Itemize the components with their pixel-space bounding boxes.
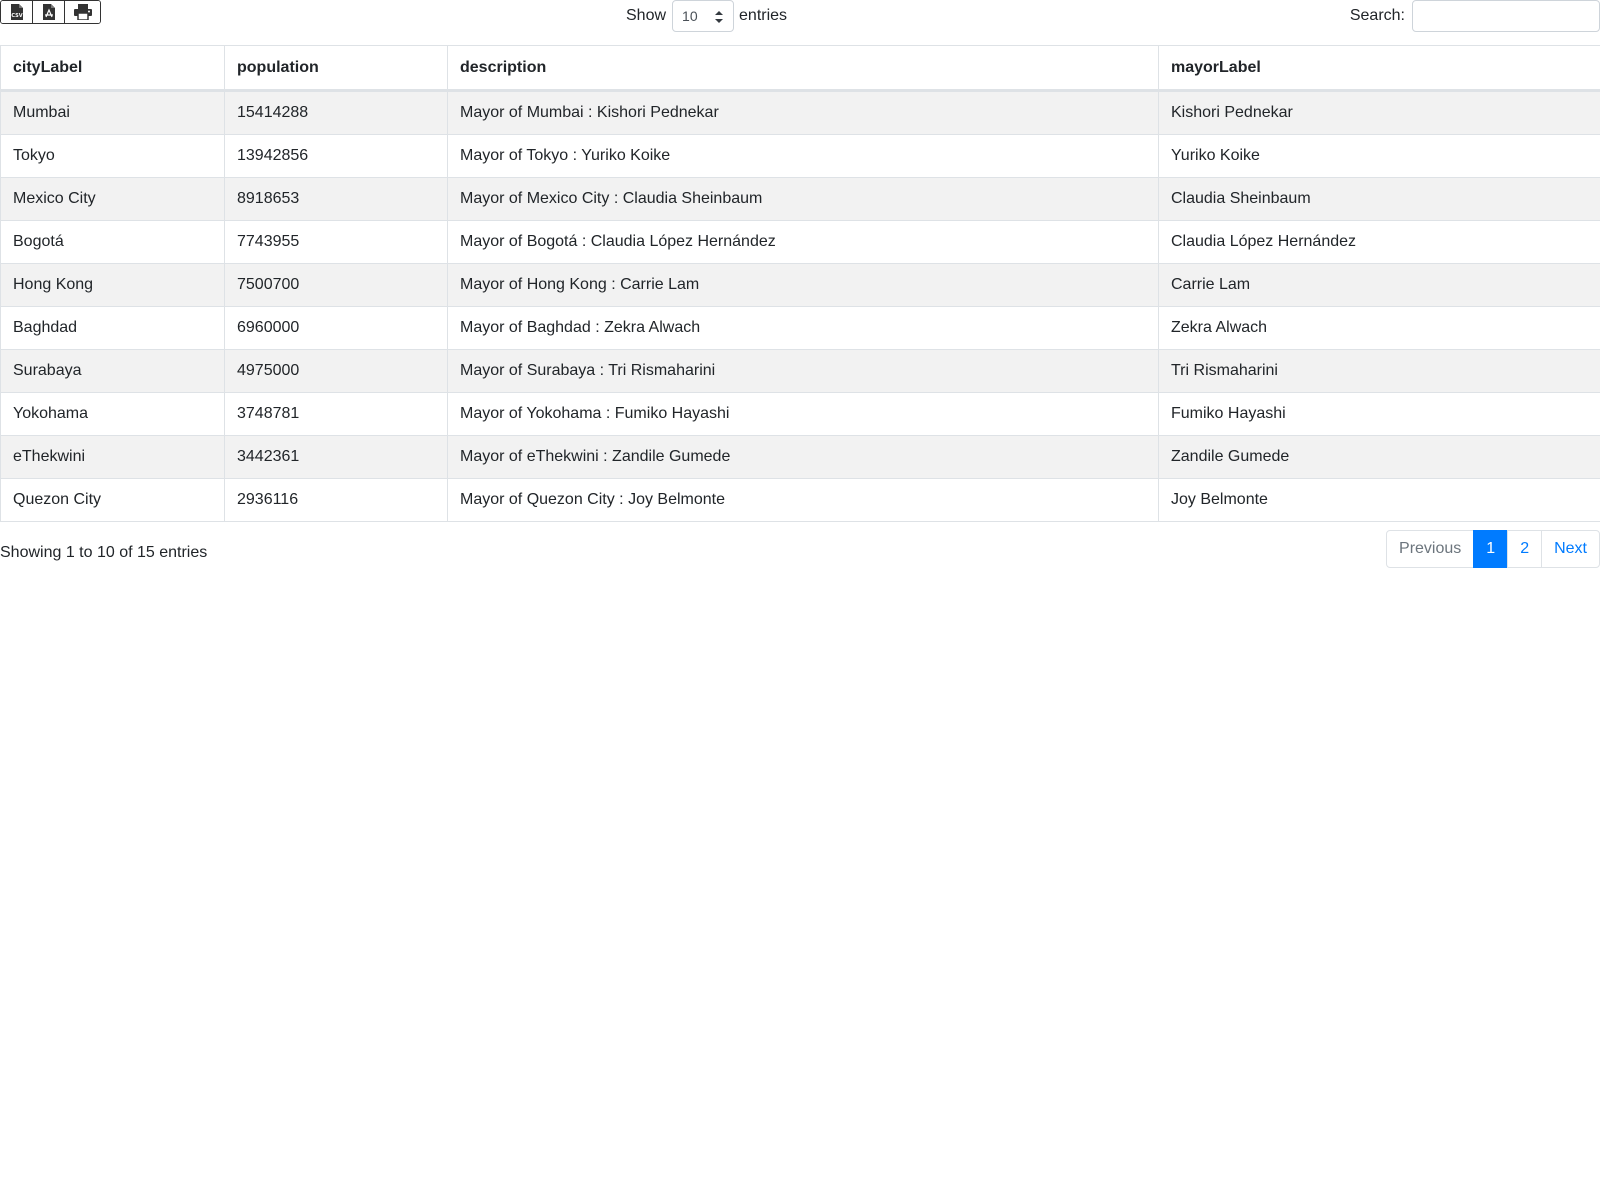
table-row: [1, 479, 1600, 522]
previous-page-button[interactable]: Previous: [1386, 530, 1474, 568]
cell-mayor: Tri Rismaharini: [1159, 350, 1600, 393]
column-header-description[interactable]: description: [448, 46, 1159, 91]
cell-mayor: Fumiko Hayashi: [1159, 393, 1600, 436]
cell-description: Mayor of Bogotá : Claudia López Hernández: [448, 221, 1159, 264]
cell-city: Yokohama: [1, 393, 225, 436]
table-row: [1, 264, 1600, 307]
pdf-file-icon: [42, 4, 56, 20]
cell-population: 4975000: [225, 350, 448, 393]
data-table: [0, 45, 1600, 522]
cell-population: 13942856: [225, 135, 448, 178]
cell-population: 6960000: [225, 307, 448, 350]
cell-population: 3748781: [225, 393, 448, 436]
cell-population: 7743955: [225, 221, 448, 264]
cell-city: Tokyo: [1, 135, 225, 178]
cell-city: Mexico City: [1, 178, 225, 221]
cell-mayor: Kishori Pednekar: [1159, 91, 1600, 135]
csv-file-icon: [10, 4, 24, 20]
csv-export-button[interactable]: [1, 1, 33, 23]
cell-population: 7500700: [225, 264, 448, 307]
table-row: [1, 221, 1600, 264]
cell-description: Mayor of Quezon City : Joy Belmonte: [448, 479, 1159, 522]
cell-description: Mayor of Surabaya : Tri Rismaharini: [448, 350, 1159, 393]
cell-mayor: Zandile Gumede: [1159, 436, 1600, 479]
column-header-population[interactable]: population: [225, 46, 448, 91]
cell-city: Bogotá: [1, 221, 225, 264]
cell-city: Baghdad: [1, 307, 225, 350]
table-row: [1, 135, 1600, 178]
cell-population: 2936116: [225, 479, 448, 522]
cell-description: Mayor of eThekwini : Zandile Gumede: [448, 436, 1159, 479]
table-row: [1, 350, 1600, 393]
table-row: [1, 307, 1600, 350]
page-1-button[interactable]: 1: [1473, 530, 1508, 568]
cell-description: Mayor of Mexico City : Claudia Sheinbaum: [448, 178, 1159, 221]
table-row: [1, 178, 1600, 221]
table-row: [1, 91, 1600, 135]
table-row: [1, 393, 1600, 436]
column-header-citylabel[interactable]: cityLabel: [1, 46, 225, 91]
cell-description: Mayor of Baghdad : Zekra Alwach: [448, 307, 1159, 350]
cell-description: Mayor of Tokyo : Yuriko Koike: [448, 135, 1159, 178]
cell-city: Quezon City: [1, 479, 225, 522]
cell-mayor: Claudia López Hernández: [1159, 221, 1600, 264]
cell-population: 8918653: [225, 178, 448, 221]
cell-city: Hong Kong: [1, 264, 225, 307]
cell-mayor: Yuriko Koike: [1159, 135, 1600, 178]
pagination: [1386, 530, 1600, 568]
page-length-select[interactable]: [672, 0, 734, 32]
pdf-export-button[interactable]: [33, 1, 65, 23]
cell-mayor: Carrie Lam: [1159, 264, 1600, 307]
search-input[interactable]: [1412, 0, 1600, 32]
next-page-button[interactable]: Next: [1541, 530, 1600, 568]
svg-text:CSV: CSV: [10, 13, 23, 19]
cell-mayor: Claudia Sheinbaum: [1159, 178, 1600, 221]
cell-city: Mumbai: [1, 91, 225, 135]
column-header-mayorlabel[interactable]: mayorLabel: [1159, 46, 1600, 91]
cell-mayor: Zekra Alwach: [1159, 307, 1600, 350]
length-prefix-label: Show: [626, 7, 667, 24]
cell-mayor: Joy Belmonte: [1159, 479, 1600, 522]
cell-description: Mayor of Yokohama : Fumiko Hayashi: [448, 393, 1159, 436]
search-label: Search:: [1349, 7, 1405, 24]
table-header-row: [1, 46, 1600, 91]
cell-city: Surabaya: [1, 350, 225, 393]
printer-icon: [74, 4, 92, 20]
cell-population: 3442361: [225, 436, 448, 479]
print-button[interactable]: [65, 1, 100, 23]
export-button-group: [0, 0, 101, 24]
select-arrows-icon: [715, 10, 723, 24]
table-row: [1, 436, 1600, 479]
cell-population: 15414288: [225, 91, 448, 135]
page-length-value: 10: [682, 8, 698, 24]
table-toolbar: [0, 0, 1600, 44]
table-info-text: Showing 1 to 10 of 15 entries: [0, 544, 208, 561]
page-length-control: [626, 0, 787, 32]
cell-city: eThekwini: [1, 436, 225, 479]
cell-description: Mayor of Hong Kong : Carrie Lam: [448, 264, 1159, 307]
length-suffix-label: entries: [739, 7, 788, 24]
page-2-button[interactable]: 2: [1507, 530, 1542, 568]
cell-description: Mayor of Mumbai : Kishori Pednekar: [448, 91, 1159, 135]
search-control: [1350, 0, 1600, 32]
